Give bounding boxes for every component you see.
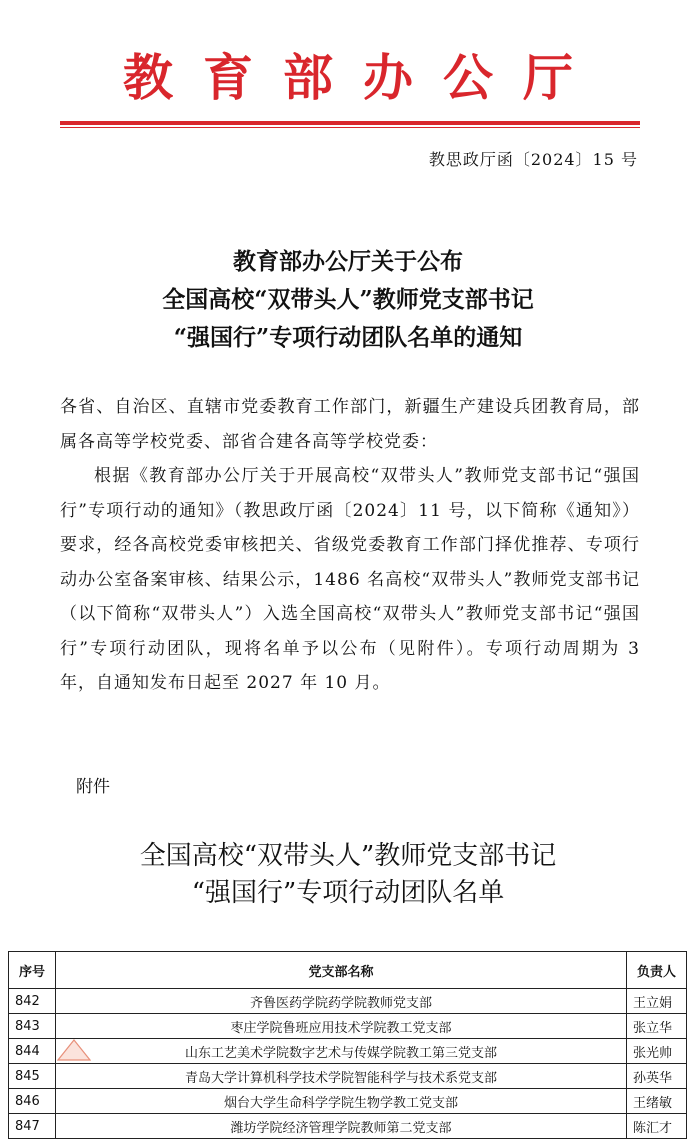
- row-leader: 张立华: [627, 1014, 687, 1039]
- warning-triangle-shape: [58, 1040, 90, 1060]
- table-row: [9, 1014, 687, 1039]
- column-header-seq: 序号: [9, 952, 56, 989]
- table-row: [9, 1089, 687, 1114]
- row-seq: 845: [9, 1064, 56, 1089]
- attachment-label: 附件: [76, 777, 110, 797]
- letterhead-red-rule: [60, 121, 640, 125]
- recipients-paragraph: 各省、自治区、直辖市党委教育工作部门，新疆生产建设兵团教育局，部属各高等学校党委、部省合建各高等学校党委：: [60, 397, 640, 452]
- row-branch-name: 山东工艺美术学院数字艺术与传媒学院教工第三党支部: [55, 1039, 626, 1064]
- row-leader: 孙英华: [627, 1064, 687, 1089]
- attachment-title-line: “强国行”专项行动团队名单: [191, 878, 505, 908]
- column-header-leader: 负责人: [627, 952, 687, 989]
- row-leader: 张光帅: [627, 1039, 687, 1064]
- attachment-title: [0, 838, 696, 912]
- notice-body: [60, 390, 640, 701]
- main-paragraph: 根据《教育部办公厅关于开展高校“双带头人”教师党支部书记“强国行”专项行动的通知》（教思政厅函〔2024〕11 号，以下简称《通知》）要求，经各高校党委审核把关、省级党委教育工作部门择优推荐、专项行动办公室备案审核、结果公示，1486 名高校“双带头人”教师党支部书记（以下简称“双带头人”）入选全国高校“双带头人”教师党支部书记“强国行”专项行动团队，现将名单予以公布（见附件）。专项行动周期为 3 年，自通知发布日起至 2027 年 10 月。: [60, 466, 640, 693]
- notice-title-line: 教育部办公厅关于公布: [233, 248, 463, 275]
- row-seq: 847: [9, 1114, 56, 1139]
- warning-triangle-icon: [57, 1039, 91, 1061]
- row-branch-name: 烟台大学生命科学学院生物学教工党支部: [55, 1089, 626, 1114]
- table-row: [9, 1039, 687, 1064]
- row-leader: 陈汇才: [627, 1114, 687, 1139]
- issuer-letterhead-title: 教育部办公厅: [123, 48, 603, 107]
- row-branch-name: 潍坊学院经济管理学院教师第二党支部: [55, 1114, 626, 1139]
- team-roster-table: [8, 951, 687, 1139]
- notice-title-line: “强国行”专项行动团队名单的通知: [173, 324, 523, 351]
- notice-title: [0, 243, 696, 357]
- row-seq: 844: [9, 1039, 56, 1064]
- row-branch-name: 枣庄学院鲁班应用技术学院教工党支部: [55, 1014, 626, 1039]
- document-number: 教思政厅函〔2024〕15 号: [428, 150, 638, 169]
- letterhead-red-rule-thin: [60, 127, 640, 128]
- table-header-row: [9, 952, 687, 989]
- row-seq: 843: [9, 1014, 56, 1039]
- row-branch-name: 青岛大学计算机科学技术学院智能科学与技术系党支部: [55, 1064, 626, 1089]
- row-leader: 王立娟: [627, 989, 687, 1014]
- column-header-branch: 党支部名称: [55, 952, 626, 989]
- row-seq: 842: [9, 989, 56, 1014]
- table-row: [9, 1114, 687, 1139]
- table-row: [9, 989, 687, 1014]
- attachment-title-line: 全国高校“双带头人”教师党支部书记: [139, 841, 557, 871]
- notice-title-line: 全国高校“双带头人”教师党支部书记: [162, 286, 534, 313]
- row-leader: 王绪敏: [627, 1089, 687, 1114]
- row-branch-name: 齐鲁医药学院药学院教师党支部: [55, 989, 626, 1014]
- table-row: [9, 1064, 687, 1089]
- row-seq: 846: [9, 1089, 56, 1114]
